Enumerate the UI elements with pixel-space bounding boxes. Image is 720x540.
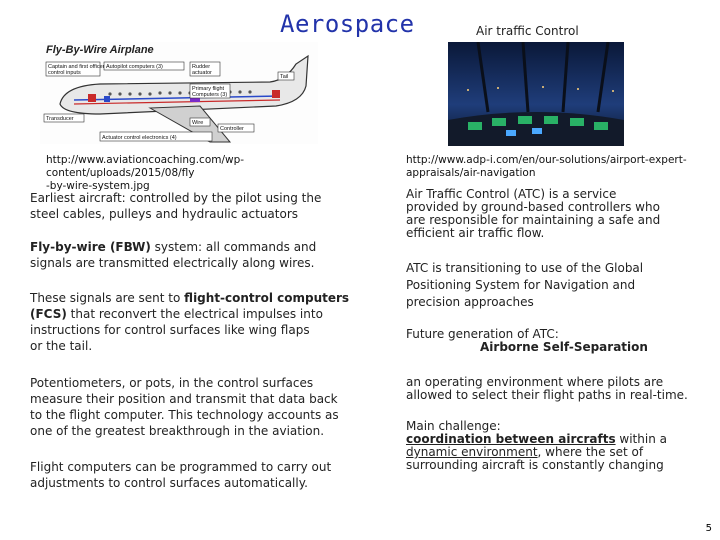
svg-text:Actuator control electronics (: Actuator control electronics (4) — [102, 135, 177, 141]
svg-text:Controller: Controller — [220, 126, 244, 132]
atc-paragraph-2: ATC is transitioning to use of the Global Positioning System for Navigation and precision approaches — [406, 261, 644, 309]
atc-paragraph-5: Main challenge: coordination between aircrafts within a dynamic environment, where the set of surrounding aircraft is constantly changing — [406, 419, 667, 472]
atc-tower-photo — [448, 42, 624, 146]
fbw-heading: Fly-By-Wire Airplane — [46, 44, 154, 56]
svg-text:Rudder: Rudder — [192, 64, 211, 70]
svg-text:Captain and first officer: Captain and first officer — [48, 64, 105, 70]
svg-text:Wire: Wire — [192, 120, 204, 126]
atc-source-url[interactable]: http://www.adp-i.com/en/our-solutions/airport-expert- appraisals/air-navigation — [406, 154, 687, 179]
slide-title: Aerospace — [280, 10, 415, 38]
page-number: 5 — [705, 523, 712, 534]
svg-text:Transducer: Transducer — [46, 116, 74, 122]
svg-text:control inputs: control inputs — [48, 70, 81, 76]
svg-text:Computers (3): Computers (3) — [192, 92, 228, 98]
fbw-paragraph-5: Flight computers can be programmed to carry out adjustments to control surfaces automatically. — [30, 460, 332, 490]
fbw-term: Fly-by-wire (FBW) — [30, 240, 151, 254]
fbw-source-url[interactable]: http://www.aviationcoaching.com/wp-content/uploads/2015/08/fly -by-wire-system.jpg — [46, 154, 245, 192]
self-separation-term: Airborne Self-Separation — [480, 340, 648, 354]
svg-text:Autopilot computers (3): Autopilot computers (3) — [106, 64, 163, 70]
fbw-paragraph-1: Earliest aircraft: controlled by the pilot using the steel cables, pulleys and hydraulic actuators — [30, 191, 322, 221]
fly-by-wire-diagram — [40, 42, 318, 144]
atc-paragraph-3: Future generation of ATC: Airborne Self-Separation — [406, 328, 706, 354]
atc-paragraph-1: Air Traffic Control (ATC) is a service provided by ground-based controllers who are responsible for maintaining a safe and efficient air traffic flow. — [406, 187, 661, 240]
svg-text:Tail: Tail — [280, 74, 289, 80]
svg-text:Primary flight: Primary flight — [192, 86, 225, 92]
svg-text:actuator: actuator — [192, 70, 212, 76]
fbw-paragraph-4: Potentiometers, or pots, in the control surfaces measure their position and transmit that data back to the flight computer. This technology accounts as one of the greatest breakthrough in the aviation. — [30, 376, 339, 438]
fbw-paragraph-3: These signals are sent to flight-control computers (FCS) that reconvert the electrical impulses into instructions for control surfaces like wing flaps or the tail. — [30, 291, 350, 353]
atc-paragraph-4: an operating environment where pilots are allowed to select their flight paths in real-time. — [406, 375, 688, 402]
atc-subtitle: Air traffic Control — [476, 24, 579, 38]
fbw-paragraph-2: Fly-by-wire (FBW) system: all commands and signals are transmitted electrically along wires. — [30, 240, 317, 270]
